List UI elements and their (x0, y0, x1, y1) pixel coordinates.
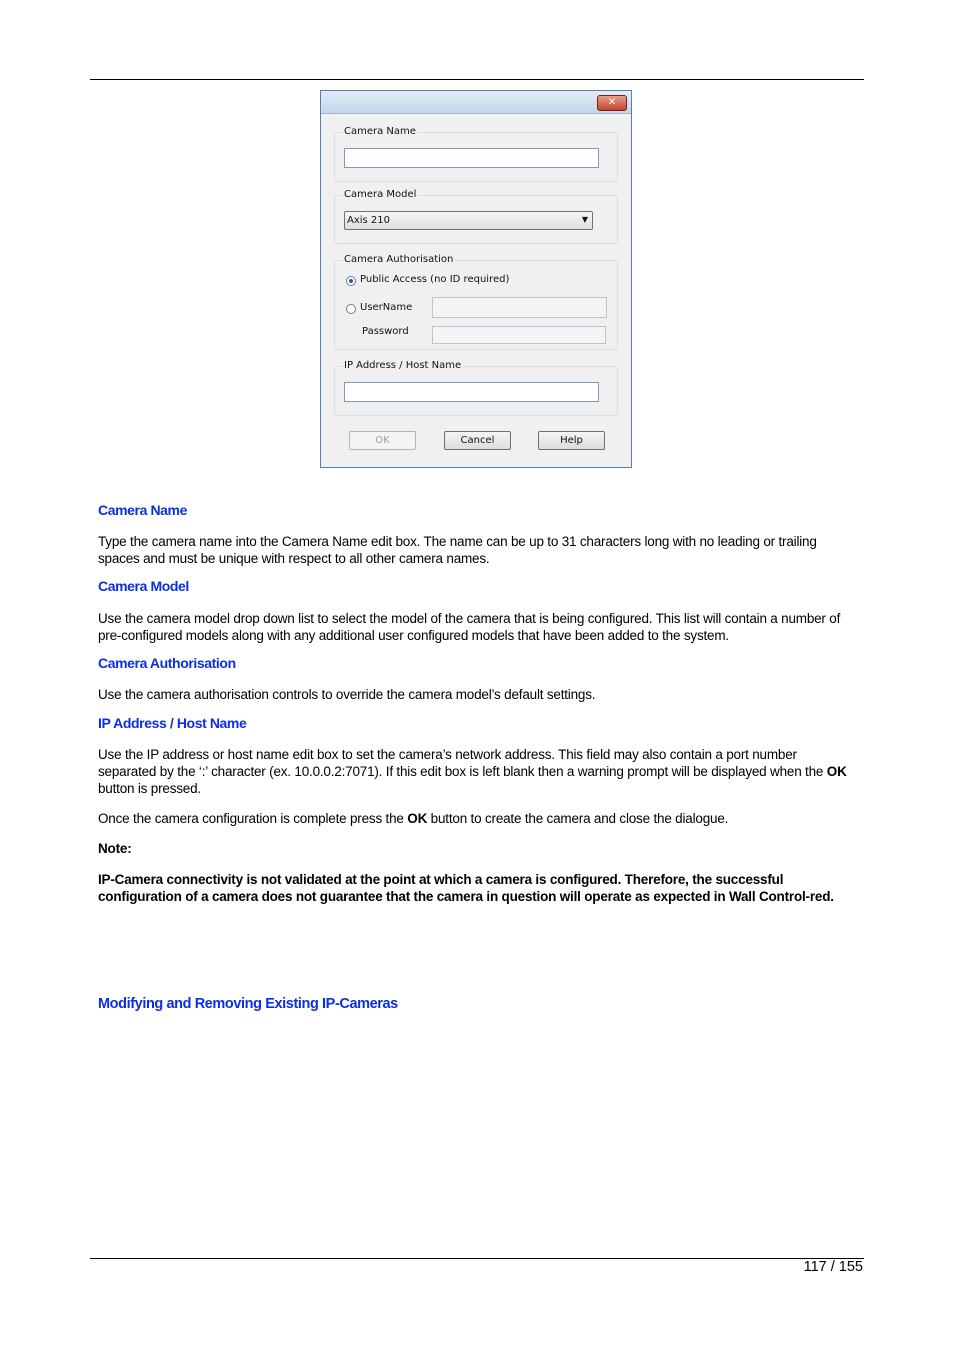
heading-camera-name: Camera Name (98, 502, 187, 518)
username-input[interactable] (432, 297, 607, 318)
username-radio[interactable] (346, 304, 356, 314)
para-camera-model: Use the camera model drop down list to select the model of the camera that is being configured. This list will contain a number of pre-configured models along with any additional user configured models that have been added to the system. (98, 611, 841, 643)
para-camera-name: Type the camera name into the Camera Name edit box. The name can be up to 31 characters long with no leading or trailing spaces and must be unique with respect to all other camera names. (98, 534, 817, 566)
dialog-titlebar (321, 91, 631, 114)
public-access-radio[interactable] (346, 276, 356, 286)
cancel-button[interactable]: Cancel (444, 431, 511, 450)
camera-model-value: Axis 210 (347, 215, 391, 226)
para-once-complete: Once the camera configuration is complete press the OK button to create the camera and close the dialogue. (98, 811, 729, 826)
close-icon[interactable]: ✕ (597, 95, 627, 111)
para-ip-address: Use the IP address or host name edit box to set the camera’s network address. This field may also contain a port number separated by the ‘:’ character (ex. 10.0.0.2:7071). If this edit box is left blank then a warning prompt will be displayed when the OK button is pressed. (98, 747, 847, 796)
username-label: UserName (360, 302, 413, 313)
ip-address-group (334, 360, 618, 416)
camera-authorisation-label: Camera Authorisation (344, 254, 454, 265)
camera-model-select[interactable] (344, 211, 593, 230)
heading-camera-model: Camera Model (98, 578, 189, 594)
footer-rule (90, 1258, 864, 1259)
add-camera-dialog (320, 90, 632, 468)
public-access-label: Public Access (no ID required) (360, 274, 510, 285)
ok-button[interactable]: OK (349, 431, 416, 450)
camera-name-input[interactable] (344, 148, 599, 168)
ip-address-label: IP Address / Host Name (344, 360, 462, 371)
heading-camera-authorisation: Camera Authorisation (98, 655, 236, 671)
password-input[interactable] (432, 326, 606, 344)
ip-address-input[interactable] (344, 382, 599, 402)
camera-model-group (334, 189, 618, 244)
camera-authorisation-group (334, 254, 618, 350)
page-number: 117 / 155 (803, 1259, 863, 1275)
note-text: IP-Camera connectivity is not validated at the point at which a camera is configured. Therefore, the successful configuration of a camera does not guarantee that the camera in question will operate as expected in Wall Control-red. (98, 872, 834, 904)
camera-name-group (334, 126, 618, 182)
header-rule (90, 79, 864, 80)
heading-ip-address: IP Address / Host Name (98, 715, 247, 731)
heading-modifying-cameras[interactable]: Modifying and Removing Existing IP-Cameras (98, 996, 398, 1012)
password-label: Password (362, 326, 409, 337)
help-button[interactable]: Help (538, 431, 605, 450)
note-label: Note: (98, 841, 132, 856)
camera-model-label: Camera Model (344, 189, 417, 200)
chevron-down-icon: ▼ (581, 215, 588, 224)
camera-name-label: Camera Name (344, 126, 416, 137)
para-camera-authorisation: Use the camera authorisation controls to override the camera model’s default settings. (98, 687, 596, 702)
